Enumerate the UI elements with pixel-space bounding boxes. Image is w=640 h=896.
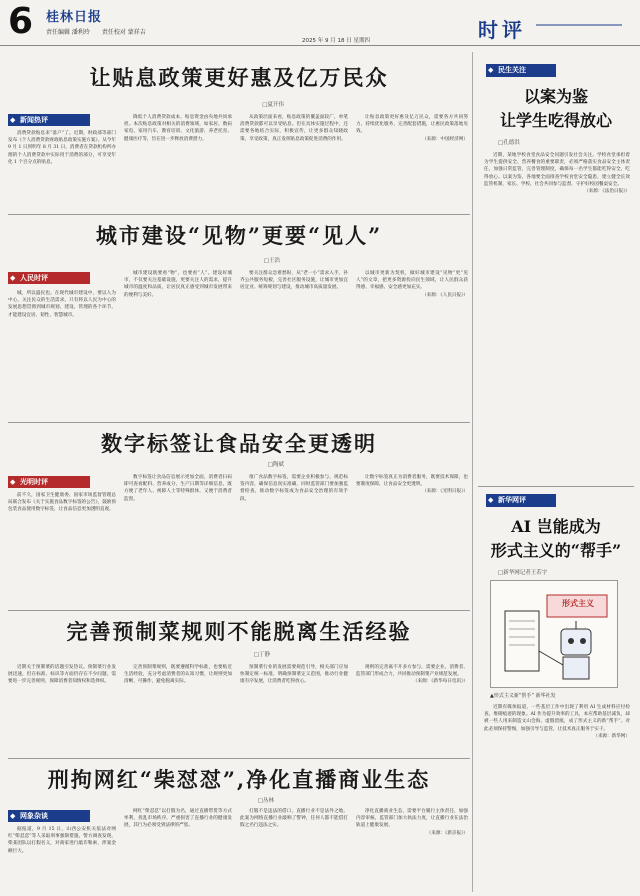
article-column: 要关注群众急难愁盼，从“老一小”需求入手，补齐公共服务短板，完善社区服务设施，让城市更加宜居宜业。统筹规划与建设，推动城市高质量发展。	[240, 271, 348, 291]
sidebar-byline: □孔德洪	[498, 140, 520, 146]
article-source: （来源：《光明日报》）	[422, 489, 468, 495]
article-headline: 完善预制菜规则不能脱离生活经验	[66, 619, 412, 644]
paper-name: 桂林日报	[46, 10, 103, 25]
sidebar-title-line1: AI 岂能成为	[511, 517, 601, 536]
article-divider	[8, 758, 470, 759]
article-headline: 城市建设“见物”更要“见人”	[95, 223, 383, 248]
article-column: 净化直播商业生态，需要平台履行主体责任，加强内容审核，监管部门加大执法力度，让直播行业在法治轨道上健康发展。 （来源：《新京报》）	[356, 809, 468, 836]
article-headline: 让贴息政策更好惠及亿万民众	[89, 65, 389, 90]
article-column: 打假不是违法的借口，直播行业不是法外之地。此案为网络直播行业敲响了警钟，任何人都不能借打假之名行违法之实。	[240, 809, 348, 829]
article-divider	[8, 214, 470, 215]
article-column: 城，所以盛民也。在现代城市建设中，要以人为中心，关注民众的生活需求。只有将以人民为中心的发展思想贯彻到城市规划、建设、管理的各个环节，才能建设宜居、韧性、智慧城市。	[8, 291, 116, 318]
sidebar-byline: □新华网记者王若宇	[498, 570, 548, 576]
people-comment-tag: ◆ 人民时评	[8, 272, 90, 284]
chief-editor: 责任编辑 潘利玲	[46, 29, 90, 36]
article-column: 以城市更新为契机，做好城市建设“见物”更“见人”的文章，把更多资源投向民生领域，让人民群众获得感、幸福感、安全感更加充实。 （来源：《人民日报》）	[356, 271, 468, 298]
article-source: （来源：《新京报》）	[426, 830, 468, 836]
article-column: 数字标签让食品信息展示更加全面，消费者扫码即可查看配料、营养成分、生产日期等详细信息，既方便了老年人、视障人士等特殊群体，又便于消费者监督。	[124, 475, 232, 502]
article-prepared-food	[8, 616, 470, 766]
article-byline: □王浩	[263, 258, 280, 264]
article-food-label	[8, 428, 470, 614]
sidebar-title-line2: 形式主义的“帮手”	[490, 541, 622, 560]
article-column: 完善预制菜规则，既要遵循科学标准，也要贴近生活经验，充分考虑消费者的认知习惯，让规则更加清晰、可操作，避免脱离实际。	[124, 665, 232, 685]
sidebar-title-line1: 以案为鉴	[523, 87, 588, 106]
article-column: 网红“柴怼怼”以打假为名，通过直播带货等方式牟利，扰乱市场秩序，严重损害了直播行业的健康发展，其行为必须受到法律的严惩。	[124, 809, 232, 829]
article-divider	[8, 610, 470, 611]
sidebar-source: （来源：《法治日报》）	[584, 189, 630, 195]
article-byline: □陶斌	[267, 462, 284, 468]
sidebar-article-body: 近期，某地学校食堂食品安全问题引发社会关注。学校食堂承担着为学生提供安全、营养餐食的重要职责，必须严格落实食品安全主体责任，加强日常监管，完善管理制度，确保每一名学生都能吃得安全、吃得放心。以案为鉴，各地要全面排查学校食堂安全隐患，建立健全长效监管机制，家长、学校、社会共同参与监督，守护好校园餐桌安全。 （来源：《法治日报》）	[484, 153, 630, 195]
article-influencer	[8, 764, 470, 892]
article-column: 前不久，国家卫生健康委、国家市场监督管理总局联合发布《关于实施食品数字标签的公告》，鼓励预包装食品使用数字标签，让食品信息更加透明直观。	[8, 493, 116, 513]
article-column: 降低个人消费贷款成本，贴息资金由央地共同承担。本次贴息政策对相关的消费领域，如家居、数码家电、家用汽车、教育培训、文化旅游、养老托育、健康医疗等，旨在进一步释放消费潜力。	[124, 115, 232, 142]
header-decoration-icon	[536, 20, 622, 30]
article-column: 近期关于预制菜的话题引发热议。预制菜行业发展迅速，但在标准、标识等方面仍存在不少问题，需要进一步完善规则，保障消费者知情权和选择权。	[8, 665, 116, 685]
article-column: 推广食品数字标签，需要企业积极参与，规范标签内容，确保信息真实准确，同时监管部门要加强监督检查，推动数字标签成为食品安全治理的有效手段。	[240, 475, 348, 502]
article-byline: □丁静	[253, 652, 270, 658]
section-title: 时评	[478, 18, 526, 42]
article-column: 规则的完善离不开多方参与，需要企业、消费者、监管部门形成合力，共同推动预制菜产业规范发展。 （来源：《新华每日电讯》）	[356, 665, 468, 685]
article-headline: 刑拘网红“柴怼怼”,净化直播商业生态	[47, 767, 431, 792]
article-column: 预制菜行业的发展需要规范引导，相关部门应加快制定统一标准，明确预制菜定义范围，推动行业健康有序发展，让消费者吃得放心。	[240, 665, 348, 685]
article-byline: □夏开伟	[262, 102, 284, 108]
page-number: 6	[8, 1, 34, 42]
proofreader: 责任校对 蒙祥吉	[101, 29, 146, 36]
article-source: （来源：中国经济网）	[422, 136, 468, 142]
article-subsidy	[8, 62, 470, 242]
article-column: 消费贷款贴息来“落户”了。近期，财政部等部门发布《个人消费贷款财政贴息政策实施方案》，从今年 9 月 1 日到明年 8 月 31 日，消费者在贷款机构所办理的个人消费贷款中实际用于消费的部分，可享受年化 1 个百分点的贴息。	[8, 131, 116, 165]
sidebar-article-body: 近期有媒体报道，一些基层工作中出现了利用 AI 生成材料应付检查、堆砌痕迹的现象。AI 作为提升效率的工具，本应帮助基层减负，却被一些人用来制造文山会海、虚假留痕，成了形式主义的新“帮手”。对此必须保持警惕，加强引导与监管，让技术真正服务于实干。 （来源：新华网）	[484, 705, 630, 739]
article-column: 从政策层面来看，贴息政策的覆盖面较广，单笔消费贷款都可以享受贴息。但在具体实施过程中，还需要各地结合实际，积极宣传，让更多群众知晓政策、享受政策，真正发挥贴息政策促进消费的作用。	[240, 115, 348, 142]
article-source: （来源：《新华每日电讯》）	[412, 679, 468, 685]
article-column: 据报道，9 月 15 日，山西公安机关依法对网红“柴怼怼”等人采取刑事强制措施。警方调查发现，柴某团队以打假名义，对商家进行敲诈勒索，涉案金额巨大。	[8, 827, 116, 854]
article-source: （来源：《人民日报》）	[422, 292, 468, 298]
commentary-sidebar	[478, 64, 634, 894]
article-city	[8, 220, 470, 442]
cartoon-label: 形式主义	[562, 598, 594, 608]
article-byline: □丛林	[257, 798, 274, 804]
issue-date: 2025 年 9 月 18 日 星期四	[302, 38, 370, 44]
article-column: 让数字标签真正为消费者服务，既要技术保障，也要制度保障，让食品安全更透明。 （来源：《光明日报》）	[356, 475, 468, 495]
sidebar-title-line2: 让学生吃得放心	[499, 111, 612, 130]
guangming-comment-tag: ◆ 光明时评	[8, 476, 90, 488]
sidebar-source: （来源：新华网）	[593, 733, 630, 739]
sidebar-divider	[478, 486, 634, 487]
main-column	[8, 52, 470, 892]
article-divider	[8, 422, 470, 423]
column-divider	[472, 52, 473, 892]
cartoon-caption: ▲形式主义新“帮手” 新华社发	[490, 693, 556, 699]
news-comment-tag: ◆ 新闻热评	[8, 114, 90, 126]
article-column: 让贴息政策更好惠及亿万民众，需要各方共同努力，持续优化服务，完善配套措施，让惠民政策落地见效。 （来源：中国经济网）	[356, 115, 468, 142]
article-headline: 数字标签让食品安全更透明	[101, 431, 377, 456]
cartoon-illustration	[490, 580, 618, 688]
livelihood-tag: ◆ 民生关注	[486, 64, 556, 77]
article-column: 城市建设既要看“物”，也要看“人”。建设好城市，不仅要关注基础设施，更要关注人的需求，提升城市的温度和品质，让居民真正感受到城市发展带来的便利与美好。	[124, 271, 232, 298]
web-comment-tag: ◆ 网象杂谈	[8, 810, 90, 822]
page-header	[0, 0, 640, 46]
xinhua-comment-tag: ◆ 新华网评	[486, 494, 556, 507]
editor-line	[46, 27, 156, 36]
